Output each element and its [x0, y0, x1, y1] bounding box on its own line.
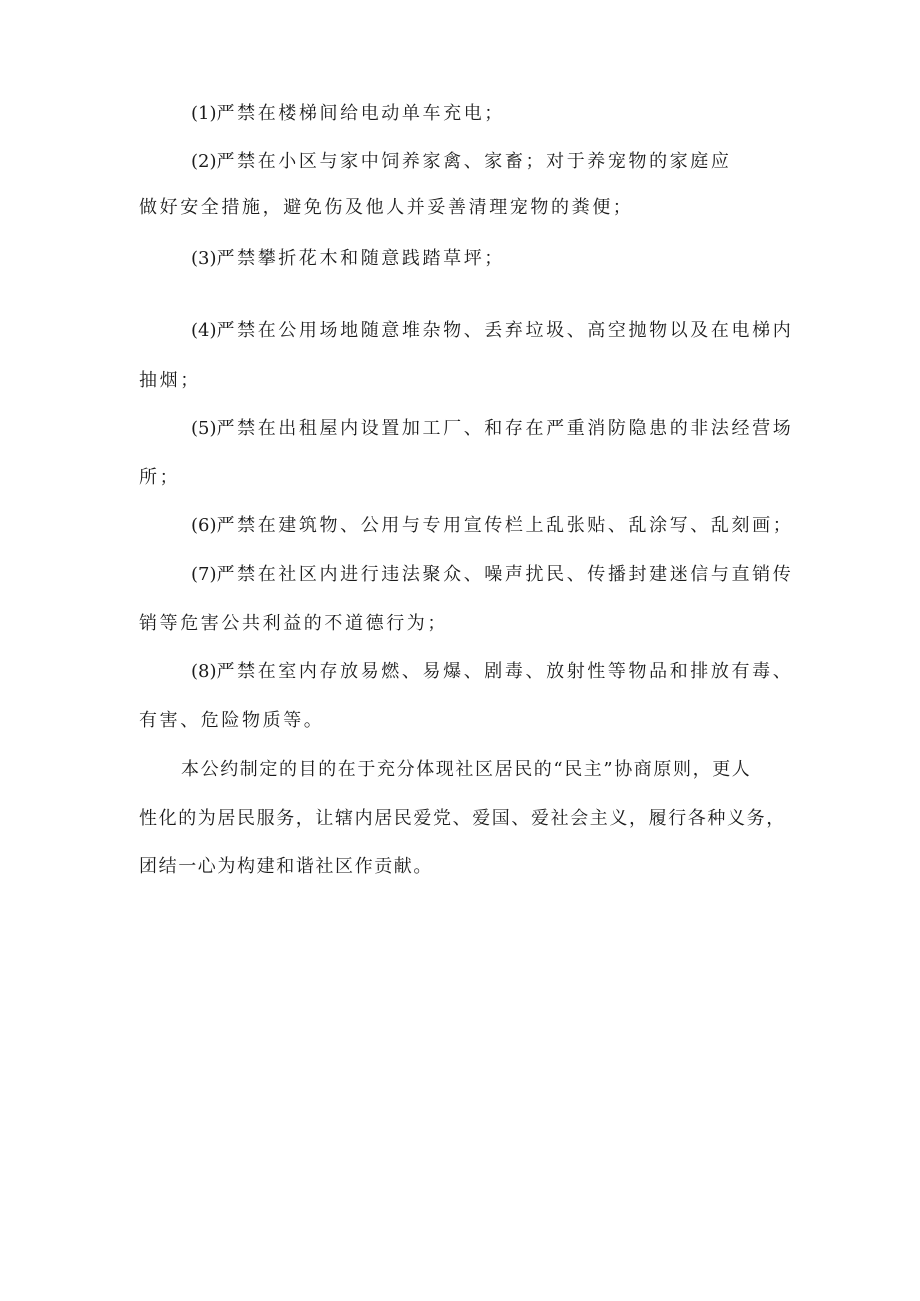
item-5-line-1	[191, 418, 793, 440]
item-2-number: (2)	[191, 151, 217, 172]
item-7-line-1	[191, 564, 793, 586]
item-6-number: (6)	[191, 515, 217, 536]
item-1-number: (1)	[191, 103, 217, 124]
item-2-line-2: 做好安全措施，避免伤及他人并妥善清理宠物的粪便；	[139, 197, 634, 218]
item-4-line-1	[191, 320, 793, 342]
closing-line-2: 性化的为居民服务，让辖内居民爱党、爱国、爱社会主义，履行各种义务，	[139, 808, 786, 829]
item-7-line-2: 销等危害公共利益的不道德行为；	[139, 613, 448, 634]
item-4-number: (4)	[191, 320, 217, 341]
item-5-text: 严禁在出租屋内设置加工厂、和存在严重消防隐患的非法经营场	[216, 418, 794, 439]
item-4-text: 严禁在公用场地随意堆杂物、丢弃垃圾、高空抛物以及在电梯内	[216, 320, 794, 341]
item-8-line-2: 有害、危险物质等。	[139, 710, 325, 731]
item-4-line-2: 抽烟；	[139, 370, 201, 391]
closing-line-1: 本公约制定的目的在于充分体现社区居民的“民主”协商原则，更人	[181, 759, 752, 780]
item-6-line-1	[191, 515, 793, 537]
item-2-text: 严禁在小区与家中饲养家禽、家畜；对于养宠物的家庭应	[216, 151, 732, 172]
item-1-text: 严禁在楼梯间给电动单车充电；	[216, 103, 505, 124]
item-3-line-1	[191, 248, 505, 270]
item-1-line-1	[191, 103, 505, 125]
item-7-number: (7)	[191, 564, 217, 585]
item-2-line-1	[191, 151, 732, 173]
item-6-text: 严禁在建筑物、公用与专用宣传栏上乱张贴、乱涂写、乱刻画；	[216, 515, 794, 536]
item-8-number: (8)	[191, 661, 217, 682]
item-3-text: 严禁攀折花木和随意践踏草坪；	[216, 248, 505, 269]
item-5-line-2: 所；	[139, 467, 181, 488]
closing-line-3: 团结一心为构建和谐社区作贡献。	[139, 856, 433, 877]
item-3-number: (3)	[191, 248, 217, 269]
item-8-text: 严禁在室内存放易燃、易爆、剧毒、放射性等物品和排放有毒、	[216, 661, 794, 682]
item-5-number: (5)	[191, 418, 217, 439]
item-8-line-1	[191, 661, 793, 683]
item-7-text: 严禁在社区内进行违法聚众、噪声扰民、传播封建迷信与直销传	[216, 564, 794, 585]
